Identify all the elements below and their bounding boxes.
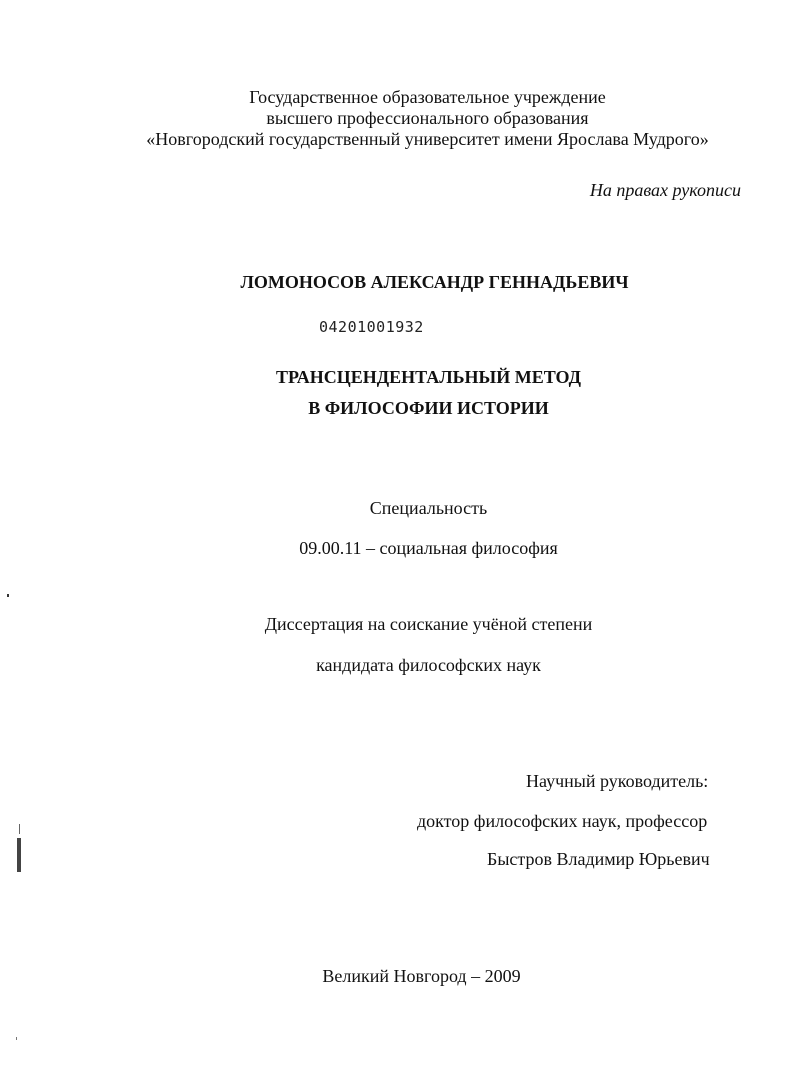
supervisor-label: Научный руководитель: [526, 771, 709, 791]
degree-line-1: Диссертация на соискание учёной степени [264, 614, 593, 634]
specialty-label: Специальность [369, 498, 488, 518]
degree-line-2: кандидата философских наук [316, 655, 541, 675]
scan-artifact-speck [16, 1037, 17, 1040]
scan-artifact-dot [7, 594, 9, 597]
scan-artifact-tick [19, 824, 20, 834]
supervisor-name: Быстров Владимир Юрьевич [487, 849, 710, 869]
institution-line-3: «Новгородский государственный университет имени Ярослава Мудрого» [146, 129, 709, 149]
manuscript-note: На правах рукописи [589, 180, 741, 200]
dissertation-title-line-1: ТРАНСЦЕНДЕНТАЛЬНЫЙ МЕТОД [276, 367, 581, 387]
specialty-value: 09.00.11 – социальная философия [299, 538, 558, 558]
supervisor-title: доктор философских наук, профессор [417, 811, 708, 831]
institution-line-1: Государственное образовательное учреждение [249, 87, 606, 107]
dissertation-title-line-2: В ФИЛОСОФИИ ИСТОРИИ [308, 398, 549, 418]
scan-artifact-binding [17, 838, 21, 872]
registration-number: 04201001932 [319, 318, 424, 336]
author-name: ЛОМОНОСОВ АЛЕКСАНДР ГЕННАДЬЕВИЧ [240, 272, 629, 292]
institution-line-2: высшего профессионального образования [266, 108, 589, 128]
place-and-year: Великий Новгород – 2009 [322, 966, 521, 986]
